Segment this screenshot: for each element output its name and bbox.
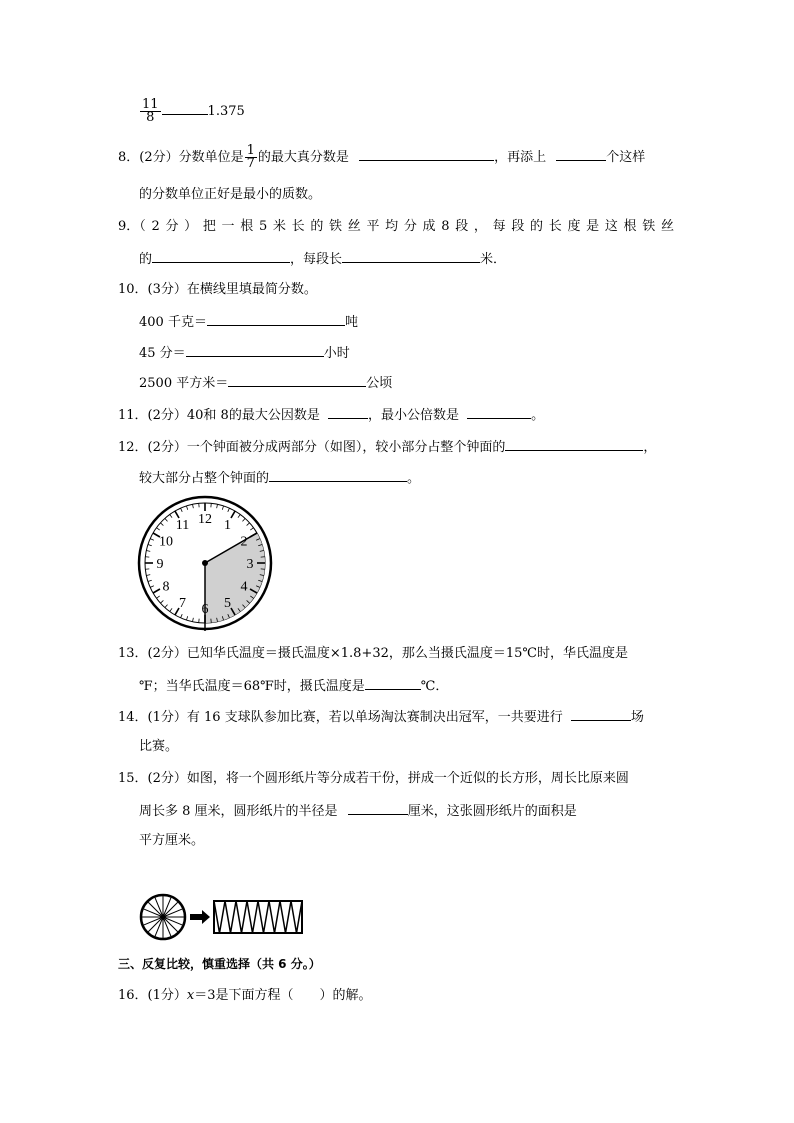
answer-blank[interactable]	[269, 468, 407, 482]
question-14-line2: 比赛。	[139, 739, 179, 754]
clock-number: 12	[198, 512, 212, 527]
clock-number: 1	[224, 518, 231, 534]
question-12-line2: 较大部分占整个钟面的 。	[139, 468, 420, 488]
question-8-line1: 8．(2分）分数单位是 $\frac{1}{7}$ 的最大真分数是 ，再添上 个这样	[118, 143, 646, 171]
arrow-icon	[190, 910, 210, 924]
question-11: 11．(2分）40和 8的最大公因数是 ，最小公倍数是 。	[118, 405, 544, 425]
q7-tail: $\frac{11}{8}$ 1.375	[142, 97, 245, 125]
question-15-line1: 15．(2分）如图，将一个圆形纸片等分成若干份，拼成一个近似的长方形，周长比原来圆	[118, 771, 629, 786]
answer-blank[interactable]	[365, 676, 421, 690]
answer-blank[interactable]	[505, 437, 643, 451]
answer-blank[interactable]	[328, 405, 368, 419]
question-14-line1: 14．(1分）有 16 支球队参加比赛，若以单场淘汰赛制决出冠军，一共要进行 场	[118, 707, 644, 727]
answer-blank[interactable]	[228, 373, 366, 387]
answer-blank[interactable]	[359, 147, 494, 161]
answer-blank[interactable]	[467, 405, 531, 419]
question-13-line1: 13．(2分）已知华氏温度＝摄氏温度×1.8+32，那么当摄氏温度＝15℃时，华氏温度是	[118, 646, 628, 661]
fraction-11-8: $\frac{11}{8}$	[142, 97, 159, 125]
question-12-line1: 12．(2分）一个钟面被分成两部分（如图），较小部分占整个钟面的 ，	[118, 437, 656, 457]
answer-blank[interactable]	[152, 249, 290, 263]
question-8-line2: 的分数单位正好是最小的质数。	[139, 187, 322, 202]
clock-number: 8	[162, 579, 170, 595]
clock-number: 9	[156, 557, 164, 572]
answer-blank[interactable]	[162, 101, 208, 115]
question-15-line2: 周长多 8 厘米，圆形纸片的半径是 厘米，这张圆形纸片的面积是	[139, 801, 577, 821]
question-13-line2: ℉；当华氏温度＝68℉时，摄氏温度是 ℃．	[139, 676, 448, 696]
clock-number: 10	[159, 534, 174, 550]
clock-number: 6	[201, 602, 209, 617]
clock-number: 5	[224, 595, 231, 611]
answer-blank[interactable]	[571, 707, 631, 721]
question-10-row3: 2500 平方米＝ 公顷	[139, 373, 392, 393]
section-3-title: 三、反复比较，慎重选择（共 6 分。）	[118, 957, 321, 971]
question-9-line2: 的 ，每段长 米．	[139, 249, 506, 269]
circle-to-rectangle-figure	[138, 892, 308, 946]
clock-number: 2	[240, 534, 248, 550]
answer-blank[interactable]	[556, 147, 606, 161]
question-16: 16．(1分）x＝3是下面方程（ ）的解。	[118, 988, 372, 1003]
clock-number: 11	[175, 518, 190, 534]
question-10-row2: 45 分＝ 小时	[139, 343, 350, 363]
answer-blank[interactable]	[207, 312, 345, 326]
clock-face-figure	[137, 495, 273, 631]
answer-blank[interactable]	[348, 801, 408, 815]
clock-number: 7	[179, 595, 186, 611]
question-10-title: 10．(3分）在横线里填最简分数。	[118, 282, 317, 297]
answer-blank[interactable]	[186, 343, 324, 357]
question-9-line1: 9．（ 2 分 ） 把 一 根 5 米 长 的 铁 丝 平 均 分 成 8 段 ， 每 段 的 长 度 是 这 根 铁 丝	[118, 219, 674, 234]
question-10-row1: 400 千克＝ 吨	[139, 312, 358, 332]
fraction-1-7: $\frac{1}{7}$	[246, 143, 255, 171]
clock-number: 3	[246, 557, 254, 572]
answer-blank[interactable]	[342, 249, 480, 263]
clock-number: 4	[240, 579, 248, 595]
question-15-line3: 平方厘米。	[139, 833, 205, 848]
